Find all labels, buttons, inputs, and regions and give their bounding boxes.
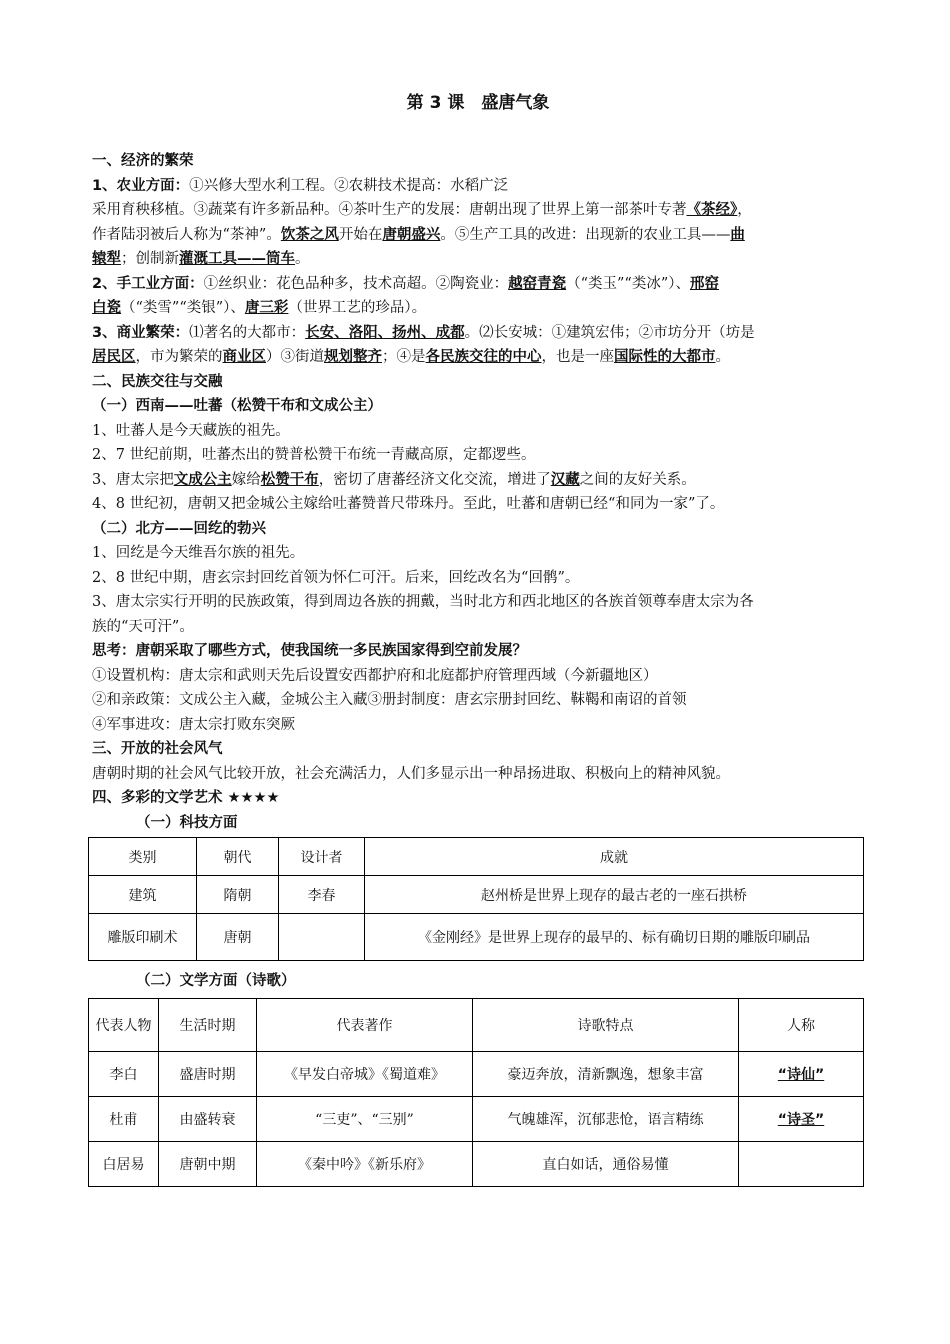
table-cell xyxy=(739,1096,864,1141)
agri-line-2 xyxy=(92,198,864,223)
comm-label: 3、商业繁荣： xyxy=(92,324,190,341)
agri-line-3 xyxy=(92,223,864,248)
way-line-1: ①设置机构：唐太宗和武则天先后设置安西都护府和北庭都护府管理西域（今新疆地区） xyxy=(92,667,658,684)
section-heading-economy: 一、经济的繁荣 xyxy=(92,153,194,169)
key-tangsheng: 唐朝盛兴 xyxy=(382,226,441,243)
key-quyuan: 曲 xyxy=(730,226,745,243)
craft-line-1 xyxy=(92,272,864,297)
key-yue: 越窑青瓷 xyxy=(508,275,567,292)
key-juminqu: 居民区 xyxy=(92,349,136,365)
key-sancai: 唐三彩 xyxy=(244,300,289,316)
table-header-cell: 诗歌特点 xyxy=(473,998,739,1051)
table-cell: 隋朝 xyxy=(197,876,279,914)
key-shangyequ: 商业区 xyxy=(222,349,266,365)
key-yincha: 饮茶之风 xyxy=(280,226,339,243)
tubo-line-3 xyxy=(92,468,864,493)
comm-text-2c: ；④是 xyxy=(382,349,426,365)
tubo-line-4: 4、8 世纪初，唐朝又把金城公主嫁给吐蕃赞普尺带珠丹。至此，吐蕃和唐朝已经“和同为一家”了。 xyxy=(92,496,725,512)
key-songzan: 松赞干布 xyxy=(260,471,319,488)
table-header-cell: 朝代 xyxy=(197,838,279,876)
craft-text-2b: （世界工艺的珍品）。 xyxy=(288,300,427,316)
agri-text-3: 作者陆羽被后人称为“茶神”。 xyxy=(92,226,281,243)
agri-text-4: ；创制新 xyxy=(121,251,179,267)
section-heading-culture: 四、多彩的文学艺术 ★★★★ xyxy=(92,790,280,806)
craft-line-2 xyxy=(92,296,864,321)
huihe-line-1: 1、回纥是今天维吾尔族的祖先。 xyxy=(92,545,305,561)
key-cities: 长安、洛阳、扬州、成都 xyxy=(305,324,465,341)
way-line-3: ④军事进攻：唐太宗打败东突厥 xyxy=(92,716,295,733)
table-header-row xyxy=(89,838,864,876)
tech-table xyxy=(88,837,864,961)
table-cell: 李白 xyxy=(89,1051,159,1096)
table-header-cell: 人称 xyxy=(739,998,864,1051)
table-cell: 唐朝 xyxy=(197,914,279,961)
table-cell: 李春 xyxy=(279,876,365,914)
table-cell: 《秦中吟》《新乐府》 xyxy=(257,1141,473,1186)
huihe-line-2: 2、8 世纪中期，唐玄宗封回纥首领为怀仁可汗。后来，回纥改名为“回鹘”。 xyxy=(92,569,580,586)
table-cell: 气魄雄浑，沉郁悲怆，语言精练 xyxy=(473,1096,739,1141)
page-title: 第 3 课 盛唐气象 xyxy=(406,93,550,113)
tubo-text-3d: 之间的友好关系。 xyxy=(579,471,696,488)
sub-heading-tech: （一）科技方面 xyxy=(136,814,238,831)
craft-label: 2、手工业方面： xyxy=(92,275,204,292)
comm-line-2 xyxy=(92,345,864,370)
tubo-text-3c: ，密切了唐蕃经济文化交流，增进了 xyxy=(318,471,551,488)
comm-text-2b: ）③街道 xyxy=(266,349,324,365)
key-hanzang: 汉藏 xyxy=(550,471,580,488)
comm-text-2e: 。 xyxy=(715,349,730,365)
table-cell xyxy=(279,914,365,961)
table-cell: 由盛转衰 xyxy=(159,1096,257,1141)
section-heading-society: 三、开放的社会风气 xyxy=(92,741,223,757)
sub-heading-tubo: （一）西南——吐蕃（松赞干布和文成公主） xyxy=(92,398,382,414)
way-line-2: ②和亲政策：文成公主入藏，金城公主入藏③册封制度：唐玄宗册封回纥、靺鞨和南诏的首领 xyxy=(92,692,687,708)
think-question: 思考：唐朝采取了哪些方式，使我国统一多民族国家得到空前发展？ xyxy=(92,643,527,659)
comm-text-1b: 。⑵长安城：①建筑宏伟；②市坊分开（坊是 xyxy=(464,324,755,341)
craft-text-1: ①丝织业：花色品种多，技术高超。②陶瓷业： xyxy=(203,275,509,292)
table-cell xyxy=(739,1141,864,1186)
huihe-line-3: 3、唐太宗实行开明的民族政策，得到周边各族的拥戴，当时北方和西北地区的各族首领尊奉唐太宗为各 xyxy=(92,594,754,610)
table-row xyxy=(89,876,864,914)
table-header-cell: 类别 xyxy=(89,838,197,876)
nickname-shixian: “诗仙” xyxy=(777,1066,825,1083)
tubo-line-2: 2、7 世纪前期，吐蕃杰出的赞普松赞干布统一青藏高原，定都逻些。 xyxy=(92,447,536,463)
agri-label: 1、农业方面： xyxy=(92,177,190,194)
key-xing-2: 白瓷 xyxy=(92,300,121,316)
table-header-cell: 代表著作 xyxy=(257,998,473,1051)
table-cell: 《早发白帝城》《蜀道难》 xyxy=(257,1051,473,1096)
table-cell: 雕版印刷术 xyxy=(89,914,197,961)
section-heading-ethnic: 二、民族交往与交融 xyxy=(92,373,223,390)
sub-heading-poetry: （二）文学方面（诗歌） xyxy=(136,973,296,989)
tubo-line-1: 1、吐蕃人是今天藏族的祖先。 xyxy=(92,422,290,439)
table-row xyxy=(89,1141,864,1186)
tubo-text-3b: 嫁给 xyxy=(231,471,261,488)
agri-text-3c: 。⑤生产工具的改进：出现新的农业工具—— xyxy=(440,226,731,243)
comm-text-2d: ，也是一座 xyxy=(541,349,614,365)
table-row xyxy=(89,1051,864,1096)
craft-text-1b: （“类玉”“类冰”）、 xyxy=(566,275,690,292)
key-guangai: 灌溉工具——筒车 xyxy=(179,251,295,267)
table-cell: “三吏”、“三别” xyxy=(257,1096,473,1141)
agri-text-1: ①兴修大型水利工程。②农耕技术提高：水稻广泛 xyxy=(189,177,509,194)
agri-text-2: 采用育秧移植。③蔬菜有许多新品种。④茶叶生产的发展：唐朝出现了世界上第一部茶叶专著 xyxy=(92,202,687,218)
comm-text-1: ⑴著名的大都市： xyxy=(189,324,306,341)
comm-text-2: ，市为繁荣的 xyxy=(135,349,223,365)
key-quyuan-2: 辕犁 xyxy=(92,251,121,267)
table-header-cell: 成就 xyxy=(365,838,864,876)
tubo-text-3: 3、唐太宗把 xyxy=(92,471,174,488)
table-header-cell: 设计者 xyxy=(279,838,365,876)
agri-text-3b: 开始在 xyxy=(338,226,383,243)
key-center: 各民族交往的中心 xyxy=(425,349,542,365)
agri-text-4b: 。 xyxy=(295,251,310,267)
table-cell: 建筑 xyxy=(89,876,197,914)
table-cell xyxy=(739,1051,864,1096)
agri-line-1 xyxy=(92,174,864,199)
huihe-line-4: 族的“天可汗”。 xyxy=(92,618,194,635)
table-header-cell: 生活时期 xyxy=(159,998,257,1051)
craft-text-2: （“类雪”“类银”）、 xyxy=(121,300,245,316)
comm-line-1 xyxy=(92,321,864,346)
document-page xyxy=(92,88,864,1187)
table-cell: 盛唐时期 xyxy=(159,1051,257,1096)
key-chajing: 《茶经》 xyxy=(686,202,738,218)
poetry-table xyxy=(88,998,864,1187)
agri-line-4 xyxy=(92,247,864,272)
table-header-row xyxy=(89,998,864,1051)
nickname-shisheng: “诗圣” xyxy=(777,1111,825,1128)
key-xing: 邢窑 xyxy=(690,275,719,292)
table-cell: 杜甫 xyxy=(89,1096,159,1141)
table-header-cell: 代表人物 xyxy=(89,998,159,1051)
key-wencheng: 文成公主 xyxy=(173,471,232,488)
key-intl: 国际性的大都市 xyxy=(614,349,716,365)
table-row xyxy=(89,1096,864,1141)
table-cell: 直白如话，通俗易懂 xyxy=(473,1141,739,1186)
table-cell: 豪迈奔放，清新飘逸，想象丰富 xyxy=(473,1051,739,1096)
key-guihua: 规划整齐 xyxy=(324,349,382,365)
agri-text-2b: ， xyxy=(737,202,752,218)
table-row xyxy=(89,914,864,961)
society-text: 唐朝时期的社会风气比较开放，社会充满活力，人们多显示出一种昂扬进取、积极向上的精神风貌。 xyxy=(92,765,730,782)
table-cell: 赵州桥是世界上现存的最古老的一座石拱桥 xyxy=(365,876,864,914)
table-cell: 唐朝中期 xyxy=(159,1141,257,1186)
sub-heading-huihe: （二）北方——回纥的勃兴 xyxy=(92,520,266,537)
table-cell: 白居易 xyxy=(89,1141,159,1186)
table-cell: 《金刚经》是世界上现存的最早的、标有确切日期的雕版印刷品 xyxy=(365,914,864,961)
